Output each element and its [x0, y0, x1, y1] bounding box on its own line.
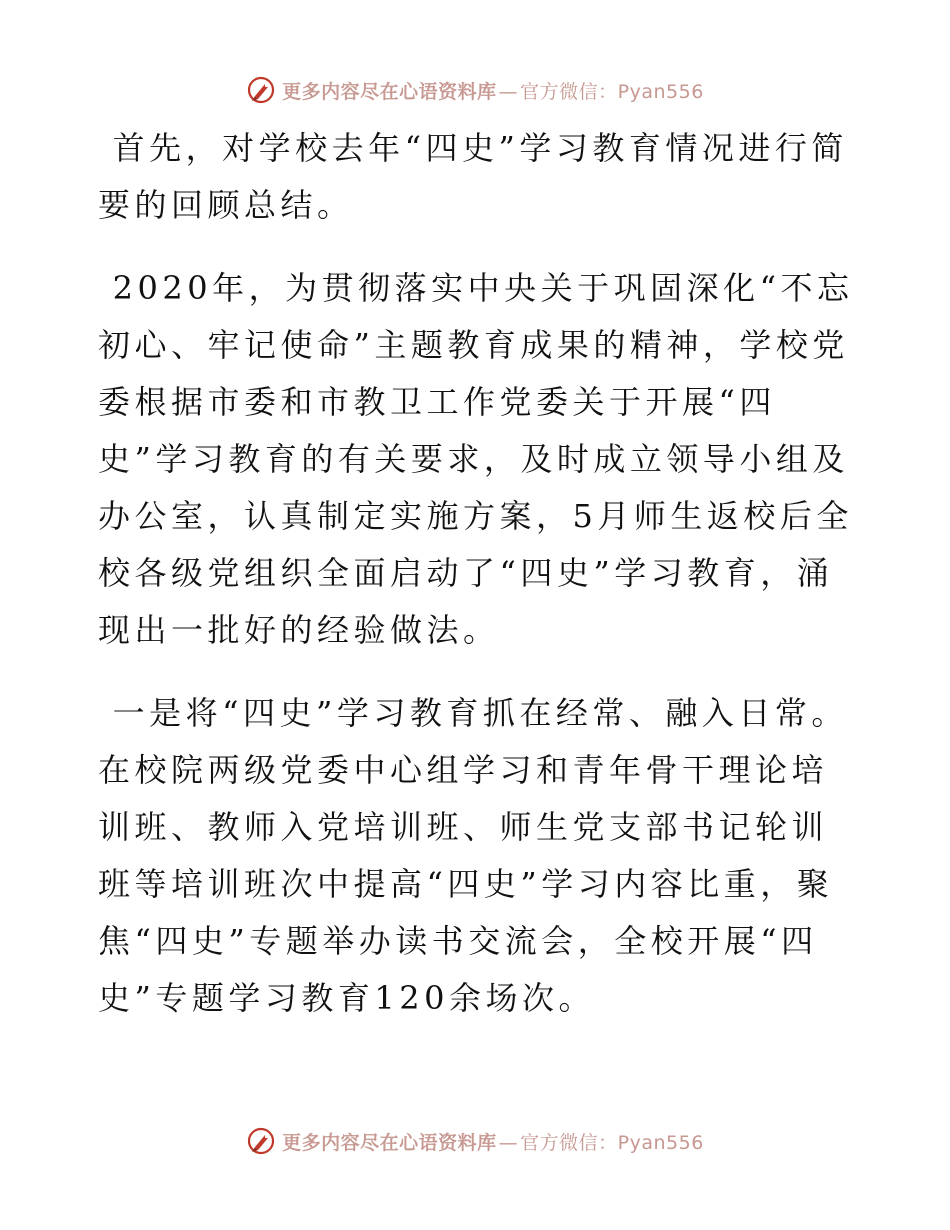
header-banner	[0, 70, 950, 110]
paragraph-intro: 首先，对学校去年“四史”学习教育情况进行简要的回顾总结。	[98, 129, 848, 224]
header-wechat-id: 官方微信：Pyan556	[520, 80, 704, 103]
footer-banner	[0, 1121, 950, 1161]
footer-wechat-id: 官方微信：Pyan556	[520, 1131, 704, 1154]
paragraph-2020-review: 2020年，为贯彻落实中央关于巩固深化“不忘初心、牢记使命”主题教育成果的精神，学校党委根据市委和市教卫工作党委关于开展“四史”学习教育的有关要求，及时成立领导小组及办公室，认真制定实施方案，5月师生返校后全校各级党组织全面启动了“四史”学习教育，涌现出一批好的经验做法。	[98, 269, 854, 649]
footer-separator: —	[498, 1131, 519, 1154]
header-separator: —	[498, 80, 519, 103]
paragraph-first-measure: 一是将“四史”学习教育抓在经常、融入日常。在校院两级党委中心组学习和青年骨干理论培训班、教师入党培训班、师生党支部书记轮训班等培训班次中提高“四史”学习内容比重，聚焦“四史”专题举办读书交流会，全校开展“四史”专题学习教育120余场次。	[98, 694, 848, 1017]
header-banner-text	[282, 77, 704, 104]
footer-site-name: 更多内容尽在心语资料库	[282, 1131, 497, 1154]
document-body	[98, 120, 858, 1053]
pen-nib-logo-icon	[246, 75, 276, 105]
pen-nib-logo-icon	[246, 1126, 276, 1156]
header-site-name: 更多内容尽在心语资料库	[282, 80, 497, 103]
footer-banner-text	[282, 1128, 704, 1155]
